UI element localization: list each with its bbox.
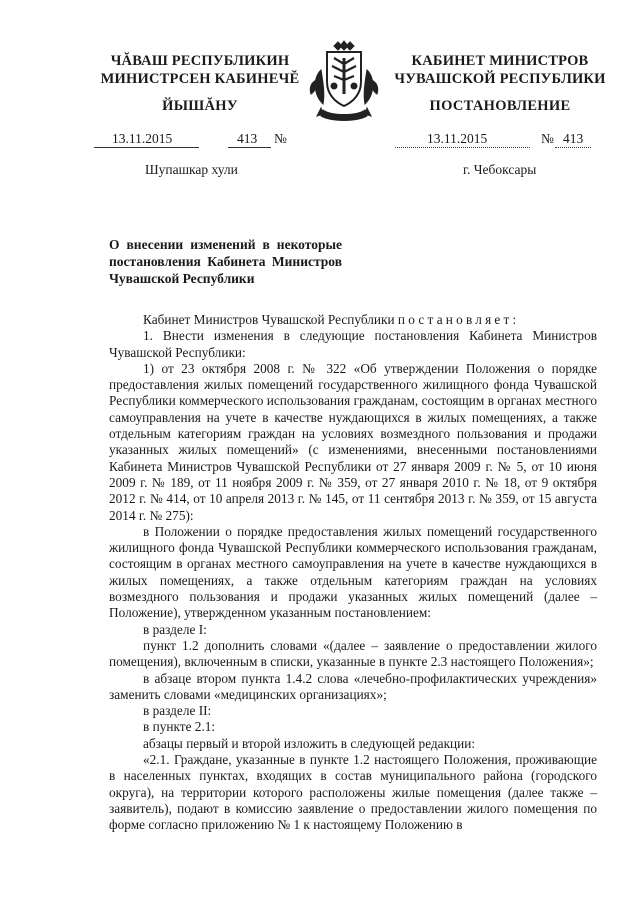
emblem-icon xyxy=(303,40,385,124)
preamble-keyword: постановляет xyxy=(397,312,513,327)
number-row-left xyxy=(94,131,309,149)
body-paragraph: 1. Внести изменения в следующие постановления Кабинета Министров Чувашской Республики: xyxy=(109,328,597,360)
header-right xyxy=(385,52,615,88)
body-paragraph: в Положении о порядке предоставления жилых помещений государственного жилищного фонда Чувашской Республики коммерческого использования гражданам, состоящим в органах местного самоуправления на учете в качестве нуждающихся в жилых помещениях, а также отдельным категориям граждан на условиях возмездного пользования и продажи указанных жилых помещений (далее – Положение), утвержденном указанным постановлением: xyxy=(109,523,597,621)
header-right-line1: КАБИНЕТ МИНИСТРОВ xyxy=(411,53,589,69)
header-right-line2: ЧУВАШСКОЙ РЕСПУБЛИКИ xyxy=(394,71,606,87)
date-left: 13.11.2015 xyxy=(112,131,173,146)
place-right: г. Чебоксары xyxy=(463,162,537,177)
place-left: Шупашкар хули xyxy=(145,162,238,177)
document-subject: О внесении изменений в некоторые постановления Кабинета Министров Чувашской Республики xyxy=(109,237,342,286)
body-paragraph: абзацы первый и второй изложить в следующей редакции: xyxy=(143,735,476,751)
date-underline-left xyxy=(94,147,199,148)
preamble-prefix: Кабинет Министров Чувашской Республики xyxy=(143,312,398,327)
document-body xyxy=(109,312,597,834)
number-underline-left xyxy=(228,147,271,148)
number-sign-left: № xyxy=(274,131,287,146)
body-paragraph: в абзаце втором пункта 1.4.2 слова «лечебно-профилактических учреждения» заменить словами «медицинских организациях»; xyxy=(109,670,597,702)
number-right: 413 xyxy=(563,131,584,146)
number-sign-right: № xyxy=(541,131,554,146)
body-paragraph: «2.1. Граждане, указанные в пункте 1.2 настоящего Положения, проживающие в населенных пунктах, входящих в состав муниципального района (городского округа), на территории которого расположены жилые помещения (далее также – заявитель), подают в комиссию заявление о предоставлении жилого помещения по форме согласно приложению № 1 к настоящему Положению в xyxy=(109,752,597,833)
number-underline-right xyxy=(555,147,591,148)
body-paragraph: в разделе II: xyxy=(143,703,212,719)
preamble-suffix: : xyxy=(512,312,517,327)
date-underline-right xyxy=(395,147,530,148)
date-right: 13.11.2015 xyxy=(427,131,488,146)
header-left-line2: МИНИСТРСЕН КАБИНЕЧĔ xyxy=(100,71,300,87)
preamble xyxy=(109,312,597,328)
body-paragraph: в пункте 2.1: xyxy=(143,719,216,735)
header-left xyxy=(100,52,300,88)
header-left-line1: ЧĂВАШ РЕСПУБЛИКИН xyxy=(110,53,290,69)
body-paragraph: 1) от 23 октября 2008 г. № 322 «Об утверждении Положения о порядке предоставления жилых помещений государственного жилищного фонда Чувашской Республики коммерческого использования гражданам, состоящим в органах местного самоуправления на учете в качестве нуждающихся в жилых помещениях, а также отдельным категориям граждан на условиях возмездного пользования и продажи указанных жилых помещений» (с изменениями, внесенными постановлениями Кабинета Министров Чувашской Республики от 27 января 2009 г. № 5, от 10 июня 2009 г. № 189, от 11 ноября 2009 г. № 359, от 27 января 2010 г. № 18, от 9 октября 2012 г. № 414, от 10 апреля 2013 г. № 145, от 11 сентября 2013 г. № 359, от 15 августа 2014 г. № 275): xyxy=(109,360,597,523)
doc-type-left: ЙЫШĂНУ xyxy=(162,98,238,114)
body-paragraph: пункт 1.2 дополнить словами «(далее – заявление о предоставлении жилого помещения), включенным в списки, указанные в пункте 2.3 настоящего Положения»; xyxy=(109,637,597,670)
number-left: 413 xyxy=(237,131,258,146)
body-paragraph: в разделе I: xyxy=(143,621,207,637)
doc-type-right: ПОСТАНОВЛЕНИЕ xyxy=(429,98,571,114)
number-row-right xyxy=(395,131,595,149)
